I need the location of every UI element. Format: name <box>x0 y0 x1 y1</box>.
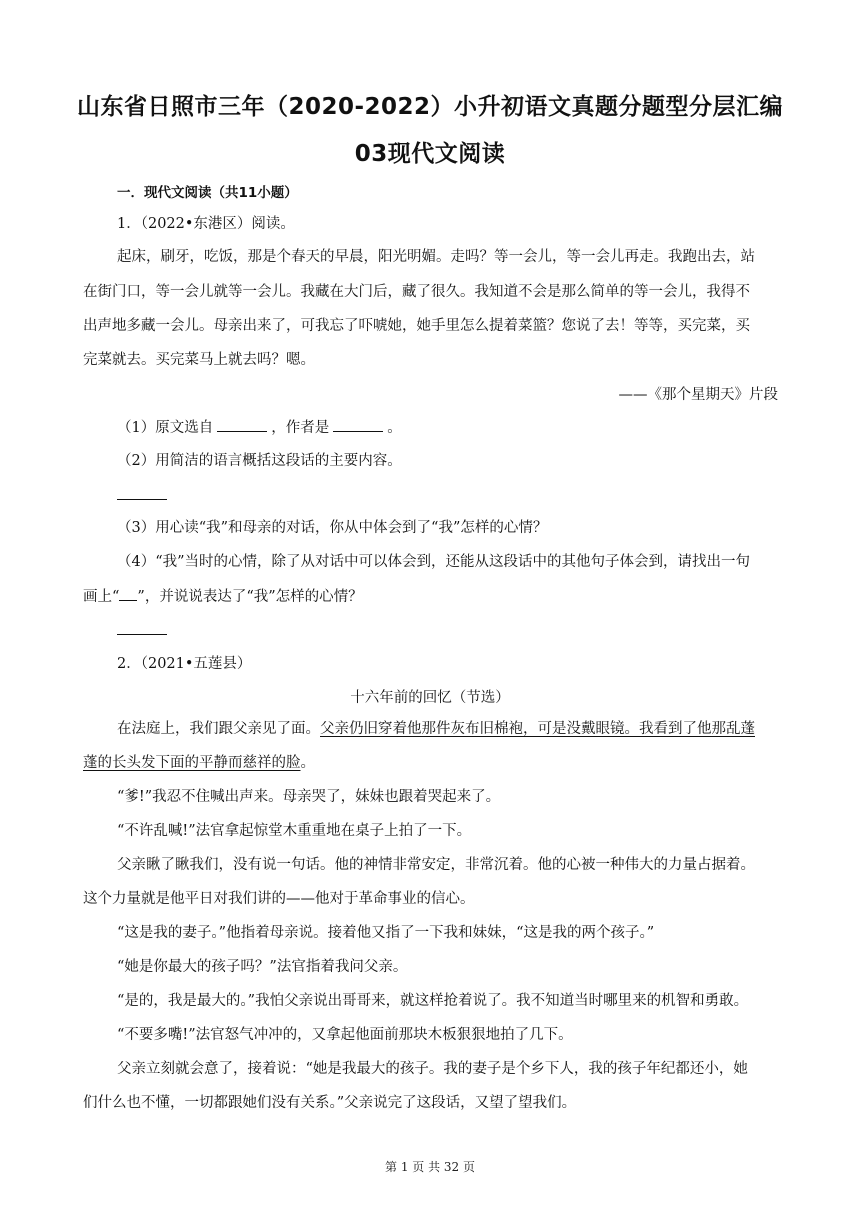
answer-blank-source[interactable] <box>217 417 267 432</box>
q1-sub4-suffix: ”，并说说表达了“我”怎样的心情？ <box>137 589 363 605</box>
q2-p4-line1: 父亲瞅了瞅我们，没有说一句话。他的神情非常安定，非常沉着。他的心被一种伟大的力量占据着。 <box>117 857 755 873</box>
q2-p9-line2: 们什么也不懂，一切都跟她们没有关系。”父亲说完了这段话，又望了望我们。 <box>83 1095 577 1111</box>
section-heading: 一．现代文阅读（共11小题） <box>117 185 298 201</box>
answer-line-q1-2[interactable] <box>117 499 167 500</box>
page-footer: 第 1 页 共 32 页 <box>385 1160 475 1174</box>
q1-sub1-end: 。 <box>387 420 402 436</box>
q2-p7: “是的，我是最大的。”我怕父亲说出哥哥来，就这样抢着说了。我不知道当时哪里来的机智和勇敢。 <box>117 993 749 1009</box>
q2-p1-underlined-1: 父亲仍旧穿着他那件灰布旧棉袍，可是没戴眼镜。我看到了他那乱蓬 <box>320 721 755 737</box>
q2-p1-underlined-2: 蓬的长头发下面的平静而慈祥的脸 <box>83 755 301 771</box>
q1-passage-line-1: 起床，刷牙，吃饭，那是个春天的早晨，阳光明媚。走吗？等一会儿，等一会儿再走。我跑出去，站 <box>117 249 755 265</box>
underline-mark <box>119 586 137 601</box>
q2-header: 2．（2021•五莲县） <box>117 656 252 672</box>
q1-sub4-line2 <box>83 586 363 607</box>
q1-sub4-line1: （4）“我”当时的心情，除了从对话中可以体会到，还能从这段话中的其他句子体会到，请找出一句 <box>117 554 751 570</box>
q2-p5: “这是我的妻子。”他指着母亲说。接着他又指了一下我和妹妹，“这是我的两个孩子。” <box>117 925 655 941</box>
q2-passage-title: 十六年前的回忆（节选） <box>350 690 510 706</box>
q2-p1-end: 。 <box>300 755 315 771</box>
document-title-line1: 山东省日照市三年（2020-2022）小升初语文真题分题型分层汇编 <box>76 94 784 120</box>
q1-header: 1．（2022•东港区）阅读。 <box>117 216 295 232</box>
q1-sub1-mid: ，作者是 <box>271 420 330 436</box>
q2-p1-line1 <box>117 719 755 739</box>
q1-sub3: （3）用心读“我”和母亲的对话，你从中体会到了“我”怎样的心情？ <box>117 520 548 536</box>
q1-passage-line-4: 完菜就去。买完菜马上就去吗？嗯。 <box>83 352 315 368</box>
q2-p9-line1: 父亲立刻就会意了，接着说：“她是我最大的孩子。我的妻子是个乡下人，我的孩子年纪都还小，她 <box>117 1061 748 1077</box>
q1-passage-line-3: 出声地多藏一会儿。母亲出来了，可我忘了吓唬她，她手里怎么提着菜篮？您说了去！等等，买完菜，买 <box>83 318 750 334</box>
q1-sub1 <box>117 417 402 438</box>
answer-line-q1-4[interactable] <box>117 634 167 635</box>
q1-passage-line-2: 在街门口，等一会儿就等一会儿。我藏在大门后，藏了很久。我知道不会是那么简单的等一会儿，我得不 <box>83 284 750 300</box>
q2-p2: “爹!”我忍不住喊出声来。母亲哭了，妹妹也跟着哭起来了。 <box>117 789 501 805</box>
q2-p8: “不要多嘴!”法官怒气冲冲的，又拿起他面前那块木板狠狠地拍了几下。 <box>117 1027 573 1043</box>
q1-sub4-prefix: 画上“ <box>83 589 120 605</box>
q2-p3: “不许乱喊!”法官拿起惊堂木重重地在桌子上拍了一下。 <box>117 823 472 839</box>
q2-p6: “她是你最大的孩子吗？”法官指着我问父亲。 <box>117 959 408 975</box>
q2-p1-text: 在法庭上，我们跟父亲见了面。 <box>117 721 320 737</box>
q1-source: ——《那个星期天》片段 <box>618 387 778 403</box>
answer-blank-author[interactable] <box>333 417 383 432</box>
q1-sub1-prefix: （1）原文选自 <box>117 420 214 436</box>
q2-p4-line2: 这个力量就是他平日对我们讲的——他对于革命事业的信心。 <box>83 891 475 907</box>
q1-sub2: （2）用简洁的语言概括这段话的主要内容。 <box>117 453 402 469</box>
q2-p1-line2 <box>83 753 315 773</box>
document-title-line2: 03现代文阅读 <box>354 141 506 167</box>
